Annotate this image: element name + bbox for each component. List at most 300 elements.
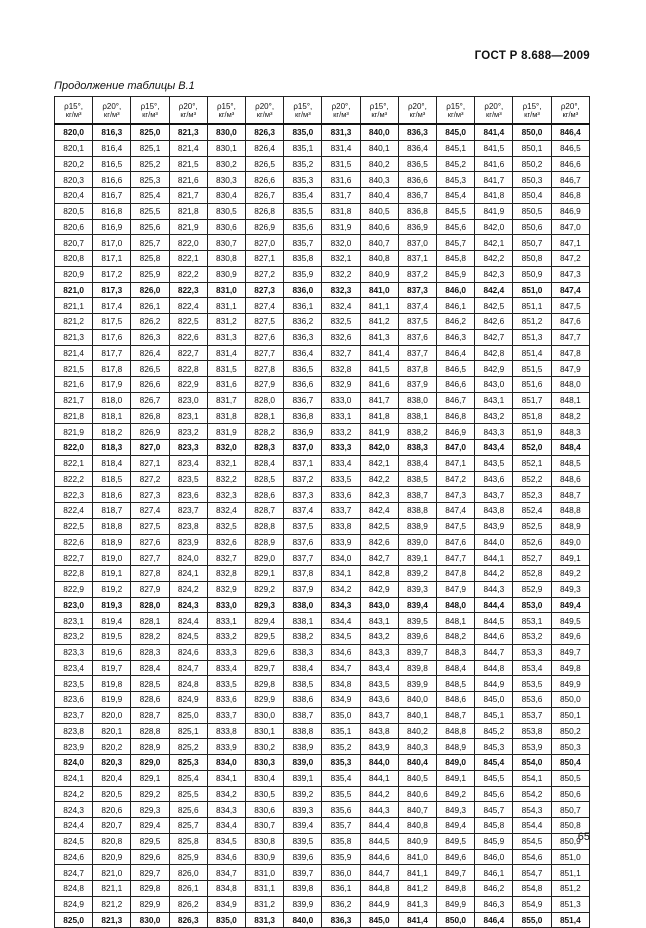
- table-cell: 832,5: [207, 518, 245, 534]
- table-cell: 839,1: [398, 550, 436, 566]
- column-header-unit: кг/м³: [256, 109, 273, 119]
- table-cell: 825,0: [55, 912, 93, 928]
- table-cell: 849,4: [551, 597, 589, 613]
- table-cell: 825,9: [169, 849, 207, 865]
- table-cell: 835,0: [207, 912, 245, 928]
- table-cell: 844,2: [475, 566, 513, 582]
- table-cell: 849,1: [437, 770, 475, 786]
- table-cell: 842,6: [360, 534, 398, 550]
- table-cell: 834,2: [322, 581, 360, 597]
- table-cell: 825,1: [169, 723, 207, 739]
- table-cell: 829,3: [246, 597, 284, 613]
- table-cell: 821,8: [169, 203, 207, 219]
- table-cell: 855,0: [513, 912, 551, 928]
- table-cell: 829,7: [246, 660, 284, 676]
- table-cell: 835,1: [284, 140, 322, 156]
- column-header: [437, 97, 475, 125]
- column-header-unit: кг/м³: [142, 109, 158, 119]
- table-cell: 820,7: [55, 235, 93, 251]
- table-cell: 840,8: [360, 251, 398, 267]
- table-cell: 836,7: [284, 392, 322, 408]
- table-cell: 829,1: [131, 770, 169, 786]
- table-cell: 844,8: [360, 881, 398, 897]
- table-cell: 832,2: [207, 471, 245, 487]
- table-cell: 848,3: [551, 424, 589, 440]
- table-cell: 826,2: [131, 314, 169, 330]
- table-cell: 848,5: [437, 676, 475, 692]
- table-cell: 842,4: [475, 282, 513, 298]
- column-header-unit: кг/м³: [65, 109, 82, 119]
- table-cell: 822,3: [55, 487, 93, 503]
- table-cell: 833,1: [322, 408, 360, 424]
- table-cell: 822,4: [169, 298, 207, 314]
- table-cell: 835,0: [284, 124, 322, 140]
- table-cell: 848,6: [551, 471, 589, 487]
- table-cell: 823,1: [55, 613, 93, 629]
- table-cell: 844,2: [360, 786, 398, 802]
- table-cell: 835,6: [322, 802, 360, 818]
- table-cell: 839,7: [284, 865, 322, 881]
- table-row: [55, 849, 590, 865]
- table-cell: 826,6: [246, 172, 284, 188]
- table-cell: 824,4: [169, 613, 207, 629]
- table-cell: 831,1: [246, 881, 284, 897]
- table-cell: 821,4: [55, 345, 93, 361]
- table-cell: 838,8: [398, 503, 436, 519]
- column-header: [551, 97, 589, 125]
- table-cell: 843,0: [475, 377, 513, 393]
- table-cell: 832,3: [207, 487, 245, 503]
- table-cell: 841,2: [398, 881, 436, 897]
- table-cell: 853,2: [513, 629, 551, 645]
- table-cell: 827,9: [131, 581, 169, 597]
- table-cell: 828,2: [246, 424, 284, 440]
- table-row: [55, 455, 590, 471]
- table-cell: 848,1: [437, 613, 475, 629]
- table-cell: 848,9: [551, 518, 589, 534]
- table-cell: 845,6: [437, 219, 475, 235]
- table-cell: 840,5: [360, 203, 398, 219]
- table-cell: 827,3: [246, 282, 284, 298]
- table-cell: 846,0: [437, 282, 475, 298]
- table-cell: 851,0: [513, 282, 551, 298]
- table-row: [55, 644, 590, 660]
- table-cell: 833,7: [207, 707, 245, 723]
- table-cell: 842,2: [475, 251, 513, 267]
- table-cell: 841,0: [398, 849, 436, 865]
- table-cell: 821,9: [169, 219, 207, 235]
- table-cell: 817,3: [93, 282, 131, 298]
- column-header-symbol: ρ20°,: [255, 101, 275, 111]
- column-header-unit: кг/м³: [218, 109, 235, 119]
- table-cell: 834,7: [207, 865, 245, 881]
- table-cell: 846,0: [475, 849, 513, 865]
- table-cell: 829,2: [246, 581, 284, 597]
- table-cell: 853,5: [513, 676, 551, 692]
- table-cell: 844,0: [475, 534, 513, 550]
- table-cell: 849,0: [437, 755, 475, 771]
- table-cell: 826,0: [169, 865, 207, 881]
- table-cell: 820,6: [55, 219, 93, 235]
- table-cell: 826,3: [169, 912, 207, 928]
- table-cell: 832,9: [207, 581, 245, 597]
- table-cell: 851,2: [551, 881, 589, 897]
- table-cell: 839,5: [284, 833, 322, 849]
- table-cell: 846,7: [437, 392, 475, 408]
- table-cell: 836,3: [398, 124, 436, 140]
- table-cell: 817,7: [93, 345, 131, 361]
- table-cell: 841,3: [360, 329, 398, 345]
- table-cell: 849,6: [437, 849, 475, 865]
- column-header-symbol: ρ15°,: [140, 101, 160, 111]
- table-cell: 821,5: [169, 156, 207, 172]
- table-cell: 853,9: [513, 739, 551, 755]
- table-cell: 841,7: [360, 392, 398, 408]
- table-cell: 842,1: [360, 455, 398, 471]
- table-cell: 840,7: [398, 802, 436, 818]
- table-cell: 853,0: [513, 597, 551, 613]
- table-cell: 847,7: [551, 329, 589, 345]
- table-cell: 826,6: [131, 377, 169, 393]
- table-cell: 822,7: [55, 550, 93, 566]
- column-header-unit: кг/м³: [294, 109, 311, 119]
- table-cell: 826,1: [169, 881, 207, 897]
- table-cell: 845,3: [437, 172, 475, 188]
- table-cell: 849,5: [437, 833, 475, 849]
- table-cell: 828,3: [246, 440, 284, 456]
- table-cell: 842,8: [360, 566, 398, 582]
- table-cell: 838,3: [398, 440, 436, 456]
- table-cell: 819,4: [93, 613, 131, 629]
- table-cell: 823,8: [55, 723, 93, 739]
- table-cell: 830,8: [207, 251, 245, 267]
- table-row: [55, 266, 590, 282]
- table-cell: 823,0: [55, 597, 93, 613]
- table-cell: 833,2: [322, 424, 360, 440]
- table-cell: 842,8: [475, 345, 513, 361]
- column-header: [360, 97, 398, 125]
- table-cell: 822,9: [55, 581, 93, 597]
- table-cell: 854,5: [513, 833, 551, 849]
- table-row: [55, 487, 590, 503]
- table-cell: 825,2: [131, 156, 169, 172]
- table-cell: 837,2: [284, 471, 322, 487]
- table-cell: 837,8: [398, 361, 436, 377]
- table-cell: 826,9: [246, 219, 284, 235]
- table-cell: 840,1: [360, 140, 398, 156]
- table-cell: 840,3: [398, 739, 436, 755]
- table-cell: 854,4: [513, 818, 551, 834]
- table-cell: 836,8: [284, 408, 322, 424]
- table-row: [55, 345, 590, 361]
- column-header-symbol: ρ20°,: [102, 101, 122, 111]
- table-cell: 844,9: [360, 896, 398, 912]
- column-header-unit: кг/м³: [409, 109, 426, 119]
- table-cell: 845,0: [437, 124, 475, 140]
- table-cell: 842,9: [475, 361, 513, 377]
- table-header: [55, 97, 590, 125]
- table-cell: 827,7: [246, 345, 284, 361]
- table-cell: 853,4: [513, 660, 551, 676]
- table-cell: 834,0: [322, 550, 360, 566]
- table-cell: 843,2: [360, 629, 398, 645]
- table-cell: 823,1: [169, 408, 207, 424]
- table-cell: 831,5: [207, 361, 245, 377]
- table-cell: 822,8: [55, 566, 93, 582]
- table-row: [55, 597, 590, 613]
- table-cell: 836,5: [398, 156, 436, 172]
- table-cell: 851,7: [513, 392, 551, 408]
- table-cell: 852,0: [513, 440, 551, 456]
- table-cell: 849,6: [551, 629, 589, 645]
- table-cell: 831,4: [322, 140, 360, 156]
- table-cell: 840,0: [284, 912, 322, 928]
- table-cell: 848,5: [551, 455, 589, 471]
- table-cell: 846,6: [437, 377, 475, 393]
- table-cell: 822,5: [55, 518, 93, 534]
- table-row: [55, 723, 590, 739]
- table-cell: 838,9: [398, 518, 436, 534]
- table-cell: 831,0: [246, 865, 284, 881]
- table-cell: 819,8: [93, 676, 131, 692]
- table-cell: 833,1: [207, 613, 245, 629]
- table-row: [55, 329, 590, 345]
- table-cell: 835,9: [322, 849, 360, 865]
- table-cell: 820,4: [93, 770, 131, 786]
- table-cell: 854,1: [513, 770, 551, 786]
- table-cell: 845,4: [475, 755, 513, 771]
- table-cell: 849,9: [437, 896, 475, 912]
- table-cell: 849,3: [551, 581, 589, 597]
- table-cell: 830,3: [246, 755, 284, 771]
- table-row: [55, 660, 590, 676]
- table-cell: 838,1: [284, 613, 322, 629]
- table-cell: 821,6: [55, 377, 93, 393]
- table-cell: 824,2: [55, 786, 93, 802]
- table-cell: 830,9: [207, 266, 245, 282]
- table-cell: 822,5: [169, 314, 207, 330]
- table-cell: 824,9: [169, 692, 207, 708]
- table-cell: 853,8: [513, 723, 551, 739]
- table-cell: 850,7: [551, 802, 589, 818]
- column-header-symbol: ρ15°,: [216, 101, 236, 111]
- table-cell: 822,4: [55, 503, 93, 519]
- table-cell: 848,8: [437, 723, 475, 739]
- table-cell: 837,5: [398, 314, 436, 330]
- table-cell: 842,5: [360, 518, 398, 534]
- table-cell: 827,0: [131, 440, 169, 456]
- table-cell: 846,4: [475, 912, 513, 928]
- column-header-symbol: ρ20°,: [331, 101, 351, 111]
- table-cell: 831,2: [207, 314, 245, 330]
- table-cell: 838,8: [284, 723, 322, 739]
- table-cell: 829,2: [131, 786, 169, 802]
- table-cell: 834,2: [207, 786, 245, 802]
- table-cell: 836,2: [322, 896, 360, 912]
- table-cell: 827,4: [246, 298, 284, 314]
- table-cell: 824,5: [169, 629, 207, 645]
- table-cell: 845,4: [437, 188, 475, 204]
- table-cell: 818,3: [93, 440, 131, 456]
- table-cell: 821,9: [55, 424, 93, 440]
- table-cell: 819,0: [93, 550, 131, 566]
- table-cell: 828,9: [131, 739, 169, 755]
- table-cell: 849,0: [551, 534, 589, 550]
- table-cell: 822,1: [55, 455, 93, 471]
- table-cell: 822,0: [55, 440, 93, 456]
- table-cell: 841,6: [360, 377, 398, 393]
- table-cell: 851,4: [513, 345, 551, 361]
- table-cell: 842,5: [475, 298, 513, 314]
- table-cell: 826,8: [246, 203, 284, 219]
- density-table: [54, 96, 590, 928]
- table-cell: 840,3: [360, 172, 398, 188]
- table-cell: 818,6: [93, 487, 131, 503]
- table-cell: 843,9: [475, 518, 513, 534]
- table-cell: 835,6: [284, 219, 322, 235]
- table-cell: 825,1: [131, 140, 169, 156]
- table-cell: 818,4: [93, 455, 131, 471]
- table-cell: 818,2: [93, 424, 131, 440]
- table-cell: 843,1: [360, 613, 398, 629]
- table-cell: 834,4: [322, 613, 360, 629]
- table-cell: 824,4: [55, 818, 93, 834]
- table-cell: 833,6: [322, 487, 360, 503]
- table-cell: 839,0: [398, 534, 436, 550]
- table-cell: 837,3: [284, 487, 322, 503]
- table-cell: 848,3: [437, 644, 475, 660]
- table-cell: 854,9: [513, 896, 551, 912]
- table-cell: 825,6: [131, 219, 169, 235]
- table-cell: 827,5: [131, 518, 169, 534]
- table-cell: 834,6: [207, 849, 245, 865]
- table-cell: 845,6: [475, 786, 513, 802]
- table-cell: 848,9: [437, 739, 475, 755]
- table-cell: 826,8: [131, 408, 169, 424]
- table-cell: 827,1: [131, 455, 169, 471]
- table-cell: 834,8: [322, 676, 360, 692]
- table-cell: 832,6: [207, 534, 245, 550]
- table-row: [55, 392, 590, 408]
- table-cell: 847,2: [551, 251, 589, 267]
- table-cell: 831,0: [207, 282, 245, 298]
- table-cell: 823,4: [55, 660, 93, 676]
- table-cell: 849,8: [551, 660, 589, 676]
- table-cell: 853,7: [513, 707, 551, 723]
- table-cell: 833,2: [207, 629, 245, 645]
- table-cell: 828,9: [246, 534, 284, 550]
- table-cell: 824,6: [55, 849, 93, 865]
- table-cell: 825,2: [169, 739, 207, 755]
- column-header-unit: кг/м³: [524, 109, 540, 119]
- table-cell: 840,1: [398, 707, 436, 723]
- table-row: [55, 881, 590, 897]
- table-cell: 845,7: [437, 235, 475, 251]
- table-cell: 830,9: [246, 849, 284, 865]
- table-cell: 845,0: [475, 692, 513, 708]
- table-cell: 825,8: [169, 833, 207, 849]
- table-cell: 837,7: [398, 345, 436, 361]
- table-cell: 829,9: [246, 692, 284, 708]
- table-cell: 824,1: [169, 566, 207, 582]
- table-cell: 849,3: [437, 802, 475, 818]
- table-cell: 837,0: [284, 440, 322, 456]
- column-header: [169, 97, 207, 125]
- table-cell: 852,4: [513, 503, 551, 519]
- table-cell: 829,4: [131, 818, 169, 834]
- table-cell: 845,2: [475, 723, 513, 739]
- table-cell: 838,5: [284, 676, 322, 692]
- table-cell: 830,3: [207, 172, 245, 188]
- table-cell: 837,6: [398, 329, 436, 345]
- table-row: [55, 172, 590, 188]
- table-cell: 819,6: [93, 644, 131, 660]
- table-cell: 844,6: [475, 629, 513, 645]
- table-cell: 850,1: [551, 707, 589, 723]
- table-row: [55, 566, 590, 582]
- table-cell: 835,7: [322, 818, 360, 834]
- table-cell: 836,0: [284, 282, 322, 298]
- table-cell: 824,0: [55, 755, 93, 771]
- table-cell: 854,8: [513, 881, 551, 897]
- table-cell: 820,0: [55, 124, 93, 140]
- table-cell: 827,0: [246, 235, 284, 251]
- table-cell: 839,8: [284, 881, 322, 897]
- column-header: [55, 97, 93, 125]
- table-cell: 819,9: [93, 692, 131, 708]
- table-cell: 851,5: [513, 361, 551, 377]
- table-cell: 822,1: [169, 251, 207, 267]
- table-cell: 850,9: [513, 266, 551, 282]
- table-cell: 825,0: [169, 707, 207, 723]
- table-cell: 843,9: [360, 739, 398, 755]
- table-row: [55, 629, 590, 645]
- table-cell: 849,5: [551, 613, 589, 629]
- table-cell: 846,8: [437, 408, 475, 424]
- table-cell: 828,4: [246, 455, 284, 471]
- table-row: [55, 377, 590, 393]
- table-cell: 826,5: [246, 156, 284, 172]
- table-cell: 817,4: [93, 298, 131, 314]
- table-cell: 818,8: [93, 518, 131, 534]
- table-cell: 835,5: [284, 203, 322, 219]
- table-cell: 831,5: [322, 156, 360, 172]
- table-cell: 852,2: [513, 471, 551, 487]
- table-cell: 835,4: [284, 188, 322, 204]
- table-cell: 840,9: [398, 833, 436, 849]
- table-cell: 850,8: [551, 818, 589, 834]
- table-cell: 821,3: [93, 912, 131, 928]
- table-cell: 832,8: [322, 361, 360, 377]
- table-cell: 840,5: [398, 770, 436, 786]
- column-header: [246, 97, 284, 125]
- table-cell: 829,7: [131, 865, 169, 881]
- table-cell: 827,4: [131, 503, 169, 519]
- table-cell: 821,2: [93, 896, 131, 912]
- table-cell: 848,0: [551, 377, 589, 393]
- table-cell: 841,8: [475, 188, 513, 204]
- table-cell: 854,0: [513, 755, 551, 771]
- table-cell: 850,6: [551, 786, 589, 802]
- table-row: [55, 613, 590, 629]
- table-cell: 838,5: [398, 471, 436, 487]
- table-cell: 834,5: [207, 833, 245, 849]
- table-row: [55, 534, 590, 550]
- table-cell: 833,0: [322, 392, 360, 408]
- table-cell: 828,6: [246, 487, 284, 503]
- table-cell: 851,3: [551, 896, 589, 912]
- table-cell: 846,1: [437, 298, 475, 314]
